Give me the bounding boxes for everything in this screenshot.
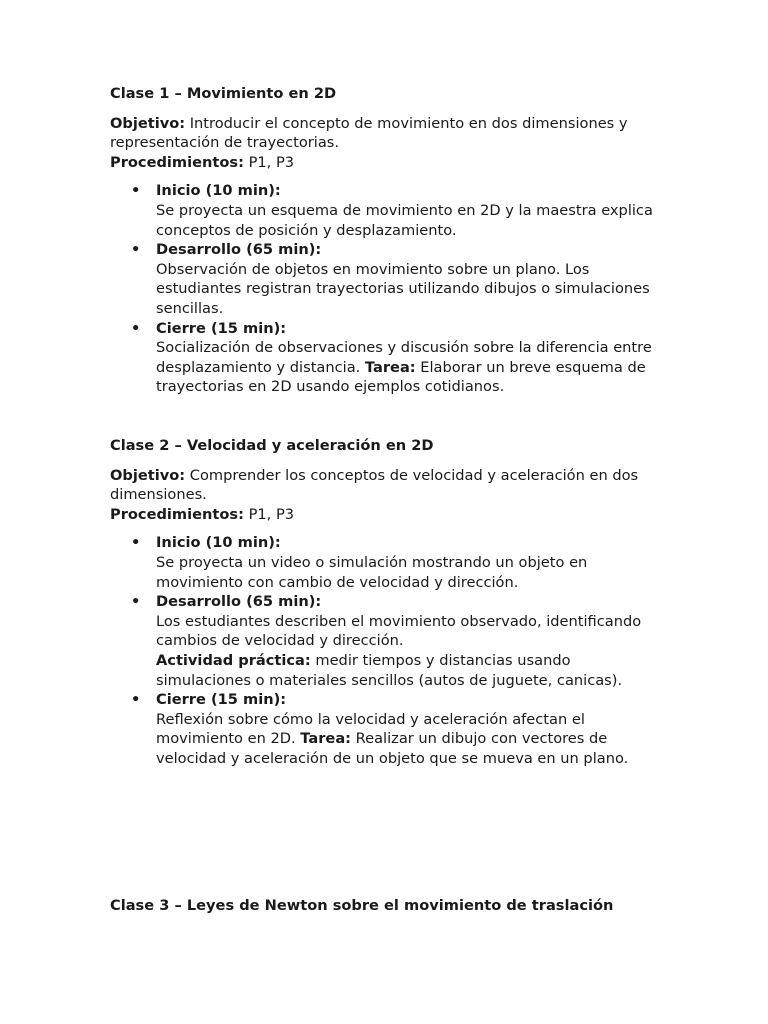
class-2-section [110,436,670,769]
objective-text: Comprender los conceptos de velocidad y aceleración en dos dimensiones. [110,466,639,504]
bullet-icon: • [131,182,141,200]
step-heading: Cierre (15 min): [156,319,287,337]
class-2-procedures [110,505,670,525]
activity-label: Actividad práctica: [156,651,311,669]
procedures-text: P1, P3 [243,505,295,523]
class-2-objective [110,466,670,505]
class-3-section [110,896,670,916]
step-body: Se proyecta un video o simulación mostrando un objeto en movimiento con cambio de velocidad y dirección. [156,553,588,591]
bullet-icon: • [131,241,141,259]
step-heading: Inicio (10 min): [156,534,281,552]
activity-text: medir tiempos y distancias usando simulaciones o materiales sencillos (autos de juguete, canicas). [156,651,623,689]
step-body: Reflexión sobre cómo la velocidad y aceleración afectan el movimiento en 2D. [156,710,585,748]
objective-label: Objetivo: [110,466,186,484]
procedures-label: Procedimientos: [110,153,244,171]
bullet-icon: • [131,691,141,709]
step-heading: Desarrollo (65 min): [156,241,322,259]
class-2-steps-list [110,533,670,768]
objective-label: Objetivo: [110,114,186,132]
step-heading: Desarrollo (65 min): [156,593,322,611]
list-item [110,319,670,397]
bullet-icon: • [131,319,141,337]
list-item [110,240,670,318]
class-1-steps-list [110,181,670,397]
task-text: Realizar un dibujo con vectores de velocidad y aceleración de un objeto que se mueva en un plano. [156,730,629,767]
step-heading: Inicio (10 min): [156,182,281,200]
list-item [110,533,670,592]
list-item [110,592,670,690]
procedures-text: P1, P3 [243,153,295,171]
list-item [110,690,670,768]
class-1-objective-block [110,114,670,173]
bullet-icon: • [131,534,141,552]
step-body: Observación de objetos en movimiento sobre un plano. Los estudiantes registran trayectorias utilizando dibujos o simulaciones sencillas. [156,260,650,317]
list-item [110,181,670,240]
step-body: Los estudiantes describen el movimiento observado, identificando cambios de velocidad y dirección. [156,612,642,650]
task-label: Tarea: [364,358,416,376]
class-1-section [110,84,670,397]
activity-line [156,651,670,690]
class-1-title: Clase 1 – Movimiento en 2D [110,85,337,102]
bullet-icon: • [131,593,141,611]
step-body-with-task [156,338,670,397]
class-1-objective [110,114,670,153]
step-body-with-task [156,710,670,769]
step-body: Se proyecta un esquema de movimiento en 2D y la maestra explica conceptos de posición y desplazamiento. [156,201,653,239]
class-1-procedures [110,153,670,173]
class-2-title: Clase 2 – Velocidad y aceleración en 2D [110,437,434,454]
step-body: Socialización de observaciones y discusión sobre la diferencia entre desplazamiento y distancia. [156,339,652,376]
class-3-title: Clase 3 – Leyes de Newton sobre el movimiento de traslación [110,897,614,914]
task-label: Tarea: [300,730,351,748]
objective-text: Introducir el concepto de movimiento en dos dimensiones y representación de trayectorias. [110,114,628,152]
task-text: Elaborar un breve esquema de trayectorias en 2D usando ejemplos cotidianos. [156,358,646,396]
step-heading: Cierre (15 min): [156,691,287,709]
procedures-label: Procedimientos: [110,505,244,523]
class-2-objective-block [110,466,670,525]
